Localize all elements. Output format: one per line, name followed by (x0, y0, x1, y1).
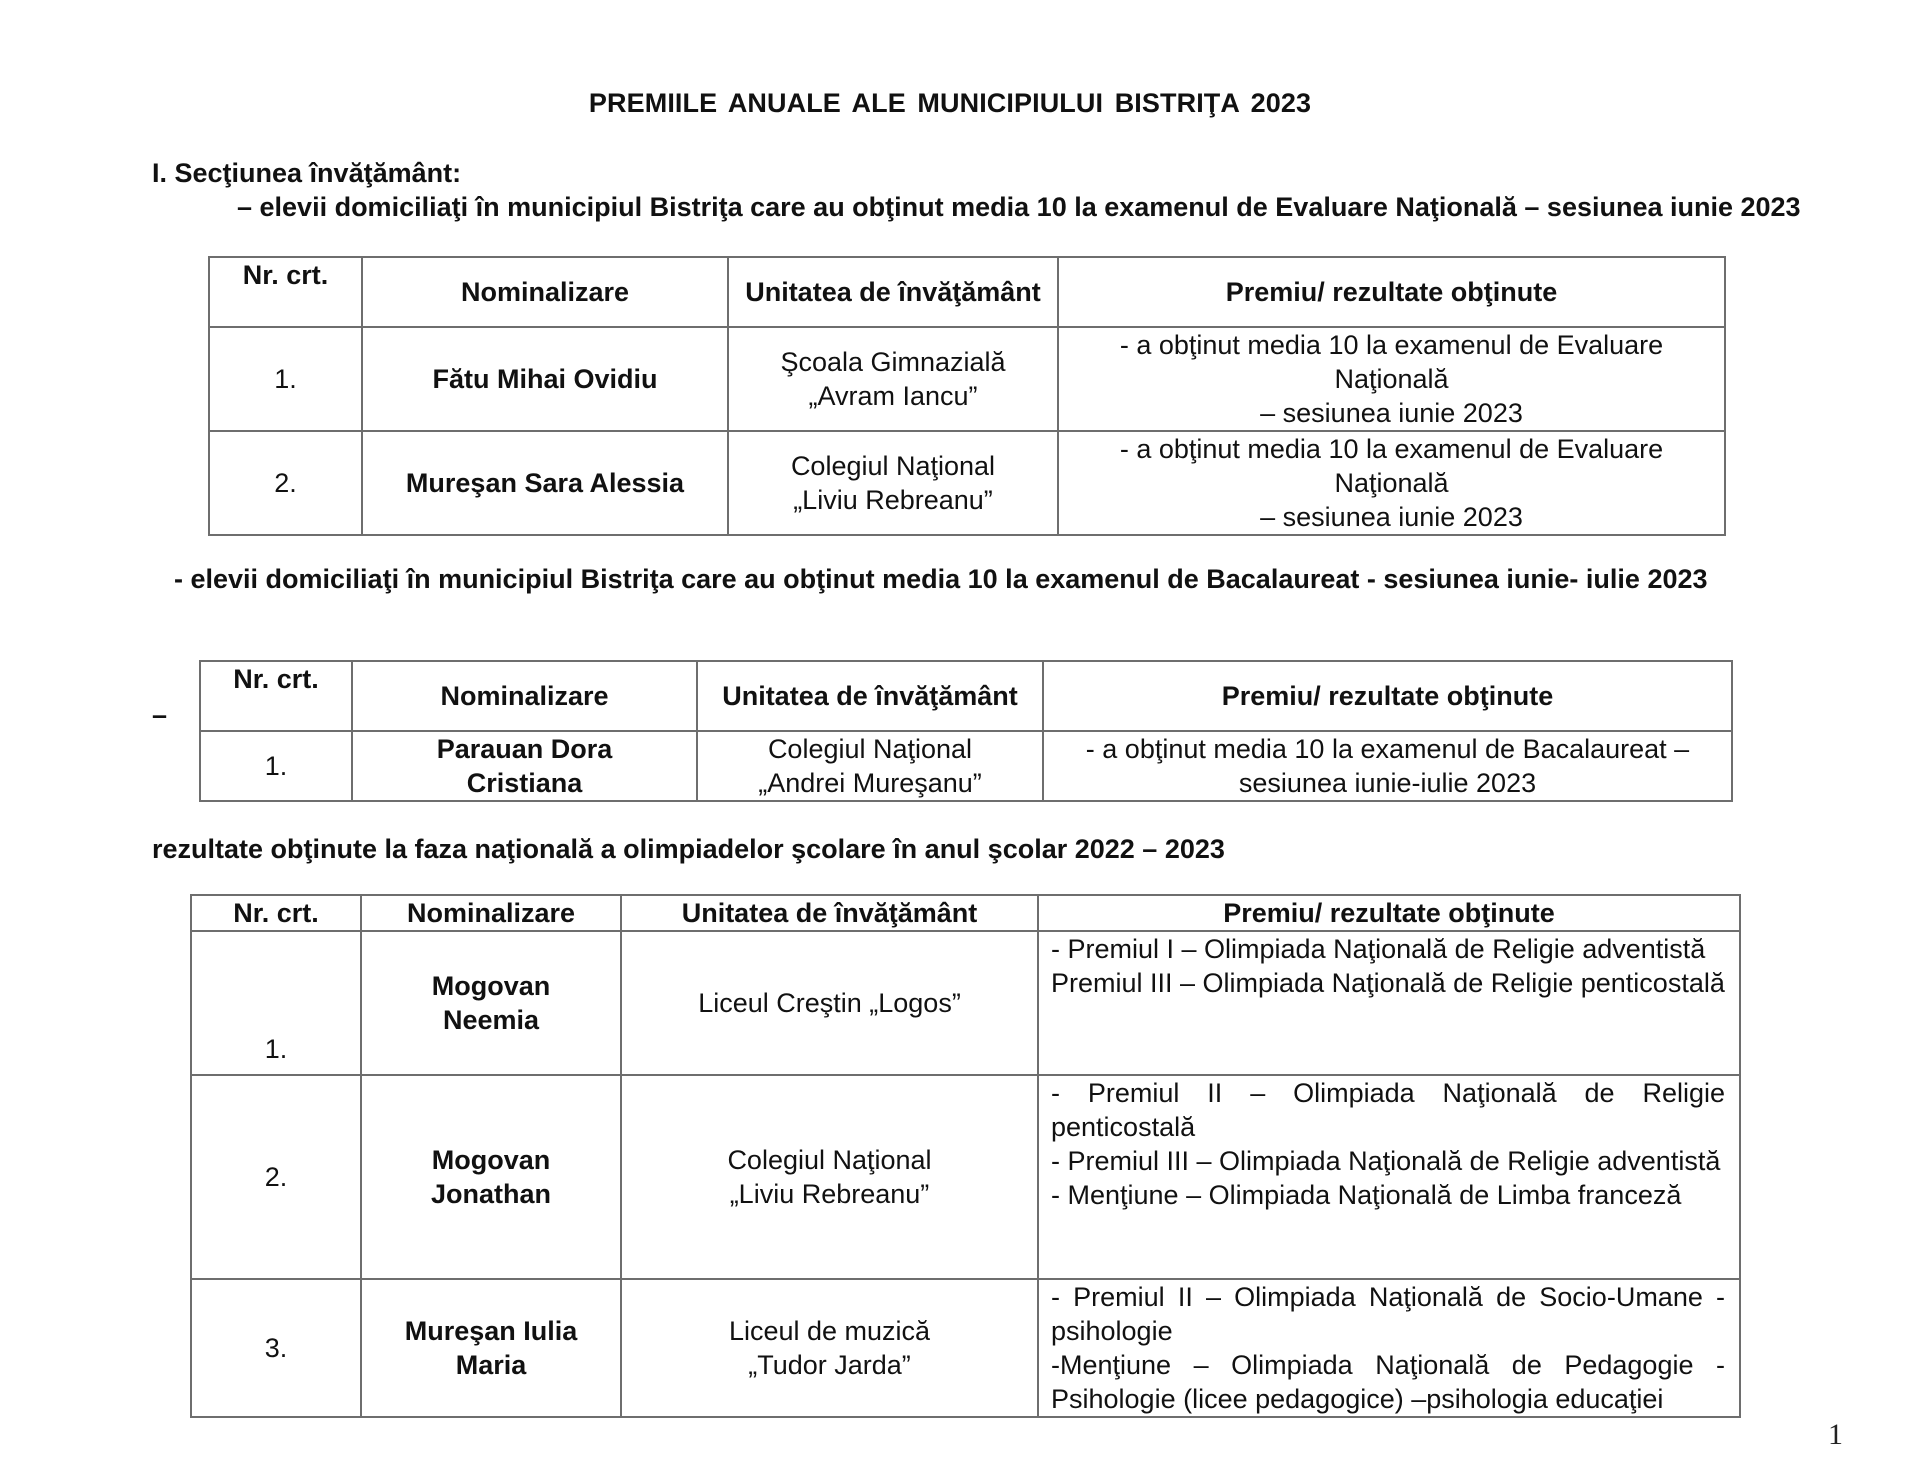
document-title: PREMIILE ANUALE ALE MUNICIPIULUI BISTRIŢA 2023 (588, 88, 1312, 118)
cell-nominalizare (361, 931, 621, 1075)
table-row (191, 1279, 1740, 1417)
header-premiu: Premiu/ rezultate obţinute (1043, 661, 1732, 731)
cell-nominalizare (352, 731, 697, 801)
nominalizare-line: Parauan Dora (436, 734, 613, 764)
nominalizare-line: Mogovan (431, 1145, 551, 1175)
award-entry: Premiul III – Olimpiada Naţională de Religie penticostală (1051, 968, 1725, 998)
cell-nr: 3. (191, 1279, 361, 1417)
header-nominalizare: Nominalizare (362, 257, 728, 327)
unitate-line: Colegiul Naţional (727, 1145, 932, 1175)
page-number: 1 (1828, 1418, 1843, 1451)
cell-unitate (728, 431, 1058, 535)
cell-premiu (1038, 1279, 1740, 1417)
header-nr-crt: Nr. crt. (209, 257, 362, 327)
award-entry: - Premiul II – Olimpiada Naţională de Religie penticostală (1051, 1078, 1725, 1142)
header-premiu: Premiu/ rezultate obţinute (1038, 895, 1740, 931)
table-bacalaureat (199, 660, 1733, 802)
premiu-line: - a obţinut media 10 la examenul de Bacalaureat – (1085, 734, 1690, 764)
cell-nr: 2. (191, 1075, 361, 1279)
table-header-row (200, 661, 1732, 731)
cell-nr: 1. (200, 731, 352, 801)
header-unitate: Unitatea de învăţământ (697, 661, 1043, 731)
premiu-line: - a obţinut media 10 la examenul de Evaluare (1119, 330, 1664, 360)
cell-unitate (621, 931, 1038, 1075)
award-entry: - Menţiune – Olimpiada Naţională de Limba franceză (1051, 1180, 1682, 1210)
cell-unitate (621, 1279, 1038, 1417)
unitate-line: „Tudor Jarda” (748, 1350, 911, 1380)
stray-dash: – (152, 700, 168, 730)
premiu-line: – sesiunea iunie 2023 (1260, 398, 1523, 428)
table-row (191, 1075, 1740, 1279)
table-row (209, 327, 1725, 431)
award-entry: - Premiul I – Olimpiada Naţională de Religie adventistă (1051, 934, 1706, 964)
nominalizare-line: Mureşan Iulia (404, 1316, 578, 1346)
cell-unitate (728, 327, 1058, 431)
cell-premiu (1043, 731, 1732, 801)
cell-nominalizare (361, 1279, 621, 1417)
nominalizare-line: Mogovan (431, 971, 551, 1001)
header-unitate: Unitatea de învăţământ (621, 895, 1038, 931)
table-row (209, 431, 1725, 535)
cell-unitate (621, 1075, 1038, 1279)
nominalizare-line: Neemia (442, 1005, 540, 1035)
cell-premiu (1058, 431, 1725, 535)
cell-nominalizare: Fătu Mihai Ovidiu (362, 327, 728, 431)
premiu-line: sesiunea iunie-iulie 2023 (1238, 768, 1537, 798)
header-unitate: Unitatea de învăţământ (728, 257, 1058, 327)
table-olimpiade (190, 894, 1741, 1418)
cell-nominalizare: Mureşan Sara Alessia (362, 431, 728, 535)
cell-premiu (1038, 931, 1740, 1075)
cell-nr: 1. (209, 327, 362, 431)
subsection-olimpiade-heading: rezultate obţinute la faza naţională a olimpiadelor şcolare în anul şcolar 2022 – 2023 (152, 834, 1225, 864)
unitate-line: „Andrei Mureşanu” (758, 768, 982, 798)
award-entry: - Premiul II – Olimpiada Naţională de Socio-Umane - psihologie (1051, 1282, 1725, 1346)
award-entry: -Menţiune – Olimpiada Naţională de Pedagogie - Psihologie (licee pedagogice) –psihologia educaţiei (1051, 1350, 1725, 1414)
table-header-row (209, 257, 1725, 327)
header-nr-crt: Nr. crt. (191, 895, 361, 931)
premiu-line: Naţională (1334, 364, 1449, 394)
unitate-line: Liceul de muzică (728, 1316, 931, 1346)
cell-nr: 2. (209, 431, 362, 535)
nominalizare-line: Jonathan (430, 1179, 551, 1209)
unitate-line: „Avram Iancu” (808, 381, 978, 411)
cell-premiu (1058, 327, 1725, 431)
unitate-line: Colegiul Naţional (767, 734, 973, 764)
header-nominalizare: Nominalizare (361, 895, 621, 931)
unitate-line: „Liviu Rebreanu” (793, 485, 993, 515)
table-evaluare-nationala (208, 256, 1726, 536)
premiu-line: – sesiunea iunie 2023 (1260, 502, 1523, 532)
unitate-line: „Liviu Rebreanu” (729, 1179, 930, 1209)
unitate-line: Colegiul Naţional (790, 451, 996, 481)
unitate-line: Şcoala Gimnazială (780, 347, 1006, 377)
cell-nr: 1. (191, 931, 361, 1075)
premiu-line: - a obţinut media 10 la examenul de Evaluare (1119, 434, 1664, 464)
cell-premiu (1038, 1075, 1740, 1279)
table-row (191, 931, 1740, 1075)
section-heading: I. Secţiunea învăţământ: (152, 158, 462, 188)
table-row (200, 731, 1732, 801)
unitate-line: Liceul Creştin „Logos” (698, 988, 961, 1018)
cell-nominalizare (361, 1075, 621, 1279)
table-header-row (191, 895, 1740, 931)
nominalizare-line: Maria (455, 1350, 527, 1380)
header-nominalizare: Nominalizare (352, 661, 697, 731)
cell-unitate (697, 731, 1043, 801)
award-entry: - Premiul III – Olimpiada Naţională de Religie adventistă (1051, 1146, 1721, 1176)
premiu-line: Naţională (1334, 468, 1449, 498)
header-premiu: Premiu/ rezultate obţinute (1058, 257, 1725, 327)
subsection-evaluare-heading: – elevii domiciliaţi în municipiul Bistriţa care au obţinut media 10 la examenul de Evaluare Naţională – sesiunea iunie 2023 (237, 192, 1801, 222)
subsection-bacalaureat-heading: - elevii domiciliaţi în municipiul Bistriţa care au obţinut media 10 la examenul de Bacalaureat - sesiunea iunie- iulie 2023 (174, 564, 1708, 594)
header-nr-crt: Nr. crt. (200, 661, 352, 731)
nominalizare-line: Cristiana (466, 768, 583, 798)
